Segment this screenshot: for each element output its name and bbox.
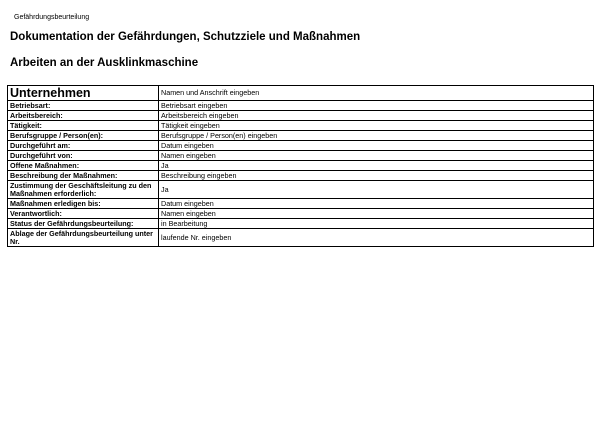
table-row	[8, 131, 594, 141]
company-label: Unternehmen	[8, 86, 159, 101]
table-row	[8, 101, 594, 111]
row-label-filing-number: Ablage der Gefährdungsbeurteilung unter Nr.	[8, 229, 159, 247]
row-label-responsible: Verantwortlich:	[8, 209, 159, 219]
row-value-measures-description[interactable]: Beschreibung eingeben	[159, 171, 594, 181]
row-label-activity: Tätigkeit:	[8, 121, 159, 131]
company-value[interactable]: Namen und Anschrift eingeben	[159, 86, 594, 101]
table-row	[8, 181, 594, 199]
table-row	[8, 141, 594, 151]
document-kind: Gefährdungsbeurteilung	[14, 14, 90, 21]
document-title: Dokumentation der Gefährdungen, Schutzziele und Maßnahmen	[10, 31, 361, 43]
table-row	[8, 111, 594, 121]
row-value-performed-on[interactable]: Datum eingeben	[159, 141, 594, 151]
row-label-status: Status der Gefährdungsbeurteilung:	[8, 219, 159, 229]
row-value-management-approval[interactable]: Ja	[159, 181, 594, 199]
row-value-responsible[interactable]: Namen eingeben	[159, 209, 594, 219]
table-row	[8, 219, 594, 229]
row-label-occupation: Berufsgruppe / Person(en):	[8, 131, 159, 141]
table-row	[8, 151, 594, 161]
row-value-status[interactable]: in Bearbeitung	[159, 219, 594, 229]
row-label-complete-by: Maßnahmen erledigen bis:	[8, 199, 159, 209]
row-label-performed-on: Durchgeführt am:	[8, 141, 159, 151]
assessment-table	[7, 85, 594, 247]
row-label-operation-type: Betriebsart:	[8, 101, 159, 111]
row-value-operation-type[interactable]: Betriebsart eingeben	[159, 101, 594, 111]
row-value-work-area[interactable]: Arbeitsbereich eingeben	[159, 111, 594, 121]
table-header-row	[8, 86, 594, 101]
row-value-activity[interactable]: Tätigkeit eingeben	[159, 121, 594, 131]
row-value-filing-number[interactable]: laufende Nr. eingeben	[159, 229, 594, 247]
row-value-occupation[interactable]: Berufsgruppe / Person(en) eingeben	[159, 131, 594, 141]
document-subtitle: Arbeiten an der Ausklinkmaschine	[10, 57, 199, 69]
row-label-measures-description: Beschreibung der Maßnahmen:	[8, 171, 159, 181]
row-label-open-measures: Offene Maßnahmen:	[8, 161, 159, 171]
table-row	[8, 199, 594, 209]
table-row	[8, 161, 594, 171]
table-row	[8, 171, 594, 181]
row-label-performed-by: Durchgeführt von:	[8, 151, 159, 161]
table-row	[8, 209, 594, 219]
table-row	[8, 229, 594, 247]
table-row	[8, 121, 594, 131]
row-value-complete-by[interactable]: Datum eingeben	[159, 199, 594, 209]
row-label-work-area: Arbeitsbereich:	[8, 111, 159, 121]
row-label-management-approval: Zustimmung der Geschäftsleitung zu den Maßnahmen erforderlich:	[8, 181, 159, 199]
row-value-performed-by[interactable]: Namen eingeben	[159, 151, 594, 161]
row-value-open-measures[interactable]: Ja	[159, 161, 594, 171]
